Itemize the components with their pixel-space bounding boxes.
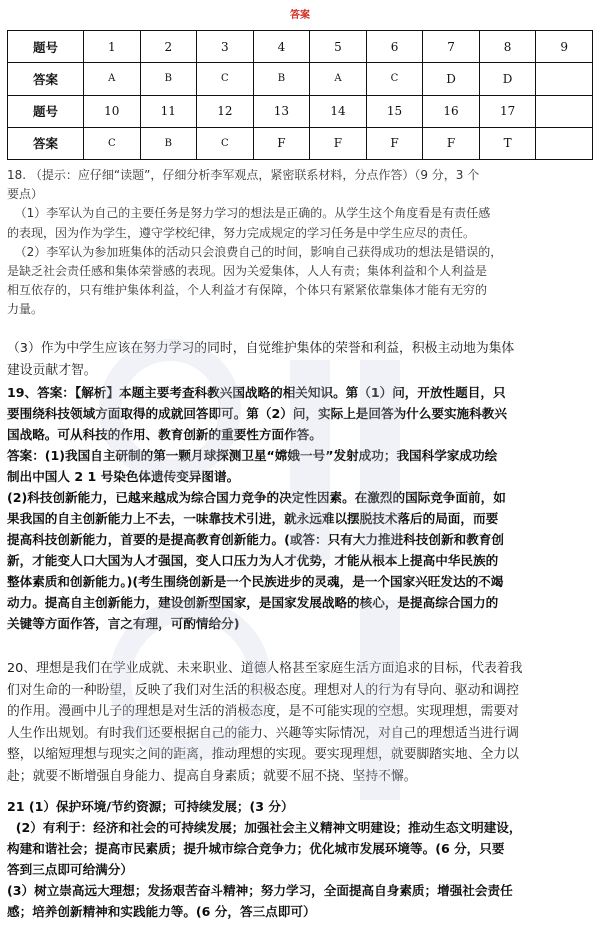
table-cell: 7 xyxy=(423,31,480,63)
table-cell: F xyxy=(366,127,423,159)
table-cell: B xyxy=(140,63,197,95)
table-cell: F xyxy=(253,127,310,159)
table-row xyxy=(8,127,593,159)
paragraph: 19、答案：【解析】本题主要考查科教兴国战略的相关知识。第（1）问，开放性题目，只 要围绕科技领域方面取得的成就回答即可。第（2）问，实际上是回答为什么要实施科教兴 国战略。可从科技的作用、教育创新的重要性方面作答。 答案：(1)我国自主研制的第一颗月球探测卫星“嫦娥一号”发射成功；我国科学家成功绘 制出中国人 2 1 号染色体遗传变异图谱。 (2)科技创新能力，已越来越成为综合国力竞争的决定性因素。在激烈的国际竞争面前，如 果我国的自主创新能力上不去，一味靠技术引进，就永远难以摆脱技术落后的局面，而要 提高科技创新能力，首要的是提高教育创新能力。(或答：只有大力推进科技创新和教育创 新，才能变人口大国为人才强国，变人口压力为人才优势，才能从根本上提高中华民族的 整体素质和创新能力。)(考生围绕创新是一个民族进步的灵魂，是一个国家兴旺发达的不竭 动力。提高自主创新能力，建设创新型国家，是国家发展战略的核心，是提高综合国力的 关键等方面作答，言之有理，可酌情给分) xyxy=(7,385,507,631)
table-cell: 6 xyxy=(366,31,423,63)
table-row xyxy=(8,95,593,127)
question-21-answer xyxy=(7,796,599,922)
text-line: 相互依存的，只有维护集体利益，个人利益才有保障，个体只有紧紧依靠集体才能有无穷的 xyxy=(7,283,488,298)
paragraph: 21 (1）保护环境/节约资源；可持续发展；(3 分） (2）有利于：经济和社会的可持续发展；加强社会主义精神文明建设；推动生态文明建设， 构建和谐社会；提高市民素质；提升城市综合竞争力；优化城市发展环境等。(6 分，只要 答到三点即可给满分） (3）树立崇高远大理想；发扬艰苦奋斗精神；努力学习，全面提高自身素质；增强社会责任 感；培养创新精神和实践能力等。(6 分，答三点即可） xyxy=(7,799,522,919)
table-cell: 2 xyxy=(140,31,197,63)
table-cell: C xyxy=(84,127,141,159)
table-row xyxy=(8,31,593,63)
table-header-cell: 答案 xyxy=(8,63,84,95)
text-line: 的表现，因为作为学生，遵守学校纪律，努力完成规定的学习任务是中学生应尽的责任。 xyxy=(7,225,476,240)
table-cell: 16 xyxy=(423,95,480,127)
text-line: （1）李军认为自己的主要任务是努力学习的想法是正确的。从学生这个角度看是有责任感 xyxy=(7,206,491,221)
table-cell: C xyxy=(197,127,254,159)
answer-table xyxy=(7,30,593,160)
text-line: 是缺乏社会责任感和集体荣誉感的表现。因为关爱集体，人人有责；集体利益和个人利益是 xyxy=(7,264,488,279)
table-cell: B xyxy=(253,63,310,95)
paragraph: （3）作为中学生应该在努力学习的同时，自觉维护集体的荣誉和利益，积极主动地为集体 建设贡献才智。 xyxy=(7,341,515,378)
table-cell xyxy=(536,127,593,159)
table-header-cell: 答案 xyxy=(8,127,84,159)
paragraph: 20、理想是我们在学业成就、未来职业、道德人格甚至家庭生活方面追求的目标，代表着我 们对生命的一种盼望，反映了我们对生活的积极态度。理想对人的行为有导向、驱动和调控 的作用。漫画中儿子的理想是对生活的消极态度，是不可能实现的空想。实现理想，需要对 人生作出规划。有时我们还要根据自己的能力、兴趣等实际情况，对自己的理想适当进行调 整，以缩短理想与现实之间的距离，推动理想的实现。要实现理想，就要脚踏实地、全力以 赴；就要不断增强自身能力、提高自身素质；就要不屈不挠、坚持不懈。 xyxy=(7,661,523,784)
table-cell: C xyxy=(197,63,254,95)
text-line: 力量。 xyxy=(7,302,44,317)
table-cell xyxy=(536,63,593,95)
table-cell: 9 xyxy=(536,31,593,63)
question-19-answer xyxy=(7,382,599,634)
table-cell: 13 xyxy=(253,95,310,127)
page-title: 答案 xyxy=(290,10,310,21)
table-cell xyxy=(536,95,593,127)
text-line: 18. （提示：应仔细“读题”，仔细分析李军观点，紧密联系材料，分点作答）（9 分，3 个 xyxy=(7,168,480,182)
table-cell: A xyxy=(84,63,141,95)
table-cell: F xyxy=(310,127,367,159)
table-cell: 15 xyxy=(366,95,423,127)
table-header-cell: 题号 xyxy=(8,31,84,63)
question-18-explanation xyxy=(7,166,599,320)
question-20-answer xyxy=(7,658,599,787)
table-cell: B xyxy=(140,127,197,159)
table-cell: A xyxy=(310,63,367,95)
text-line: （2）李军认为参加班集体的活动只会浪费自己的时间，影响自己获得成功的想法是错误的， xyxy=(7,244,503,259)
table-cell: 17 xyxy=(479,95,536,127)
table-cell: C xyxy=(366,63,423,95)
text-line: 要点） xyxy=(7,187,44,202)
table-cell: 3 xyxy=(197,31,254,63)
table-cell: T xyxy=(479,127,536,159)
table-cell: 11 xyxy=(140,95,197,127)
table-cell: 1 xyxy=(84,31,141,63)
table-cell: 4 xyxy=(253,31,310,63)
table-cell: 8 xyxy=(479,31,536,63)
table-row xyxy=(8,63,593,95)
table-cell: 12 xyxy=(197,95,254,127)
table-cell: 14 xyxy=(310,95,367,127)
table-cell: 10 xyxy=(84,95,141,127)
table-header-cell: 题号 xyxy=(8,95,84,127)
table-cell: D xyxy=(423,63,480,95)
question-18-point-3 xyxy=(7,338,599,381)
table-cell: D xyxy=(479,63,536,95)
table-cell: F xyxy=(423,127,480,159)
table-cell: 5 xyxy=(310,31,367,63)
